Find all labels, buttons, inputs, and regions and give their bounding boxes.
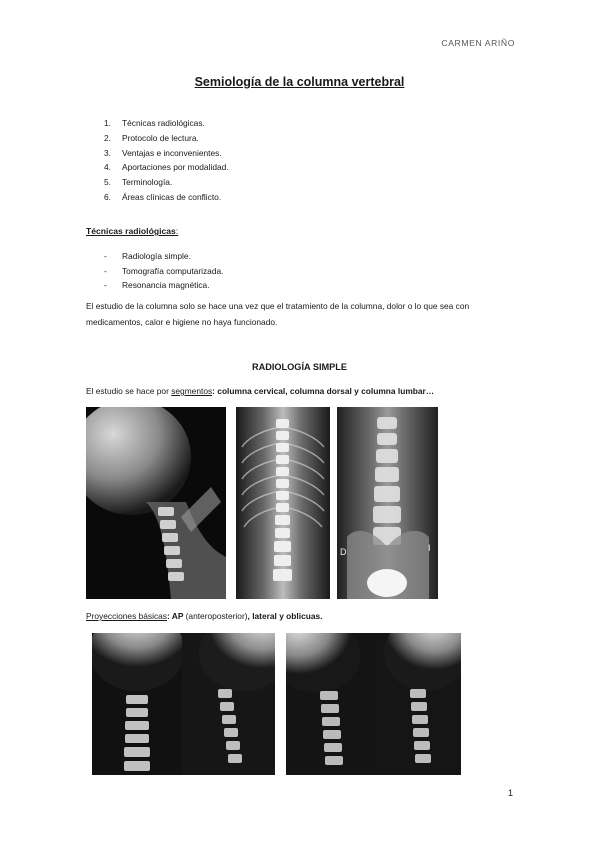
list-item [104,264,223,279]
segmentos-prefix: El estudio se hace por [86,386,172,396]
list-item-text: Radiología simple. [122,251,191,261]
dash-bullet: - [104,251,107,261]
list-item [104,278,223,293]
xray-cervical-lateral-2 [182,633,275,775]
toc-number: 6. [104,191,111,202]
xray-cervical-ap [92,633,182,775]
toc-number: 2. [104,132,111,143]
tecnicas-list [104,249,223,293]
toc-text: Terminología. [122,177,173,188]
section-heading-colon: : [175,226,179,236]
segmentos-line [86,386,434,396]
proyecciones-anteroposterior: (anteroposterior) [185,611,248,621]
section-heading-tecnicas [86,226,178,236]
dash-bullet: - [104,265,107,276]
dash-bullet: - [104,280,107,291]
list-item-text: Tomografía computarizada. [122,265,224,276]
segmentos-bold: : columna cervical, columna dorsal y columna lumbar… [212,386,435,396]
xray-lumbar-ap [337,407,438,599]
toc-text: Áreas clínicas de conflicto. [122,191,222,202]
toc-number: 5. [104,177,111,188]
toc-number: 1. [104,118,111,128]
section-heading-text: Técnicas radiológicas [86,226,176,236]
toc-item [104,116,229,131]
document-title: Semiología de la columna vertebral [194,75,405,89]
xray-marker-right: D [340,547,347,557]
toc-text: Técnicas radiológicas. [122,118,205,128]
proyecciones-rest: , lateral y oblicuas. [247,611,323,621]
body-paragraph: El estudio de la columna solo se hace una vez que el tratamiento de la columna, dolor o lo que sea con medicamentos, calor e higiene no haya funcionado. [86,301,470,327]
toc-item [104,190,229,205]
toc-item [104,175,229,190]
toc-item [104,131,229,146]
toc-item [104,160,229,175]
segmentos-underlined: segmentos [171,386,213,396]
proyecciones-underlined: Proyecciones básicas [86,611,167,621]
xray-dorsal-ap [236,407,330,599]
page-number: 1 [508,788,514,798]
xray-cervical-oblique-2 [376,633,461,775]
toc-text: Aportaciones por modalidad. [122,162,229,173]
toc-number: 3. [104,147,111,158]
author-header: CARMEN ARIÑO [441,38,515,48]
toc-number: 4. [104,162,111,173]
radiologia-heading: RADIOLOGÍA SIMPLE [251,362,348,372]
proyecciones-ap: : AP [167,611,186,621]
toc-text: Protocolo de lectura. [122,132,199,143]
proyecciones-line [86,611,323,621]
table-of-contents [104,116,229,205]
list-item-text: Resonancia magnética. [122,280,210,291]
toc-item [104,146,229,161]
xray-cervical-lateral [86,407,226,599]
xray-marker-left: I [428,543,431,553]
toc-text: Ventajas e inconvenientes. [122,147,222,158]
xray-cervical-oblique-1 [286,633,376,775]
list-item [104,249,223,264]
